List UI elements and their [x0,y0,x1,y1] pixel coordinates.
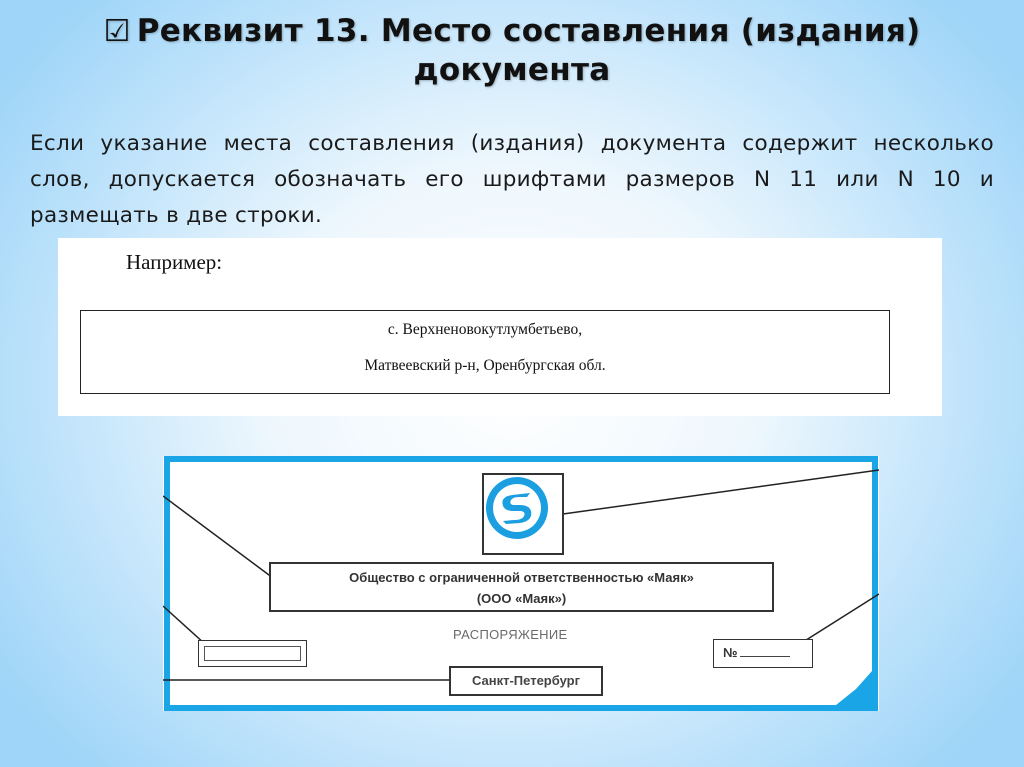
example-line-2: Матвеевский р-н, Оренбургская обл. [364,357,606,374]
form-diagram [163,456,879,711]
leader-line-logo [563,470,879,514]
leader-line-number [803,594,879,642]
org-name-line-1: Общество с ограниченной ответственностью «Маяк» [349,570,694,585]
corner-accent [836,671,872,705]
date-field-box [198,640,307,667]
checkbox-icon: ☑ [103,14,131,49]
example-line-1: с. Верхненовокутлумбетьево, [387,321,583,338]
number-blank [740,645,790,657]
number-field-box [713,639,813,668]
title-line-1 [0,12,1024,51]
number-label: № [723,645,738,660]
org-name-line-2: (ООО «Маяк») [476,591,567,606]
logo-box [482,473,564,555]
s-logo-icon [484,475,550,541]
example-box [80,310,890,394]
title-text-1: Реквизит 13. Место составления (издания) [136,13,921,49]
leader-line-org [163,496,273,578]
slide-title [0,12,1024,89]
example-panel [58,238,942,416]
city-box: Санкт-Петербург [449,666,603,696]
date-field-inner [204,646,301,661]
title-line-2: документа [413,52,611,88]
document-type-label: РАСПОРЯЖЕНИЕ [453,627,568,642]
description-paragraph: Если указание места составления (издания) документа содержит несколько слов, допускается обозначать его шрифтами размеров N 11 или N 10 и размещать в две строки. [30,131,994,228]
organization-name-box [269,562,774,612]
example-label: Например: [126,250,223,274]
